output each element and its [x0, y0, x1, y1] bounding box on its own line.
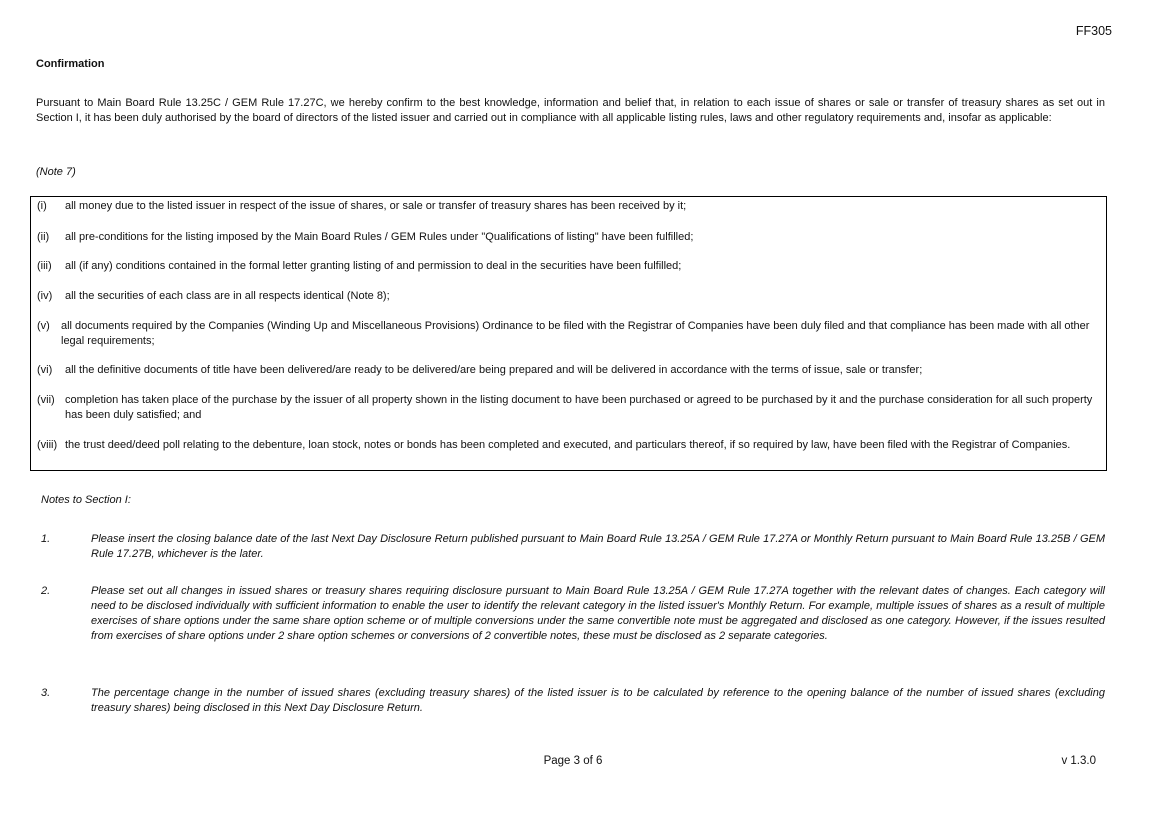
section-heading: Confirmation	[36, 58, 105, 70]
note-item	[41, 532, 1105, 562]
confirmation-number: (viii)	[37, 439, 58, 451]
note-number: 3.	[41, 687, 51, 699]
confirmation-item	[37, 230, 1097, 245]
confirmation-item	[37, 438, 1097, 453]
note-text: The percentage change in the number of issued shares (excluding treasury shares) of the listed issuer is to be calculated by reference to the opening balance of the number of issued shares (excluding treasury shares) being disclosed in this Next Day Disclosure Return.	[91, 687, 1105, 714]
note-text: Please set out all changes in issued shares or treasury shares requiring disclosure pursuant to Main Board Rule 13.25A / GEM Rule 17.27A together with the relevant dates of changes. Each category will need to be disclosed individually with sufficient information to enable the user to identify the relevant category in the listed issuer's Monthly Return. For example, multiple issues of shares as a result of multiple exercises of share options under the same share option scheme or of multiple conversions under the same convertible note must be aggregated and disclosed as one category. However, if the issues resulted from exercises of share options under 2 share option schemes or conversions of 2 convertible notes, these must be disclosed as 2 separate categories.	[91, 585, 1105, 642]
confirmation-item	[37, 259, 1097, 274]
confirmation-item	[37, 393, 1097, 423]
confirmation-item	[37, 199, 1097, 214]
page-number: Page 3 of 6	[543, 755, 603, 767]
confirmation-number: (i)	[37, 200, 47, 212]
version-label: v 1.3.0	[1061, 755, 1096, 767]
note-number: 2.	[41, 585, 51, 597]
confirmation-item	[37, 319, 1097, 349]
note-text: Please insert the closing balance date of the last Next Day Disclosure Return published pursuant to Main Board Rule 13.25A / GEM Rule 17.27A or Monthly Return pursuant to Main Board Rule 13.25B / GEM Rule 17.27B, whichever is the later.	[91, 533, 1105, 560]
confirmation-text: all (if any) conditions contained in the formal letter granting listing of and permission to deal in the securities have been fulfilled;	[65, 260, 682, 272]
note-item	[41, 584, 1105, 644]
confirmation-text: all documents required by the Companies (Winding Up and Miscellaneous Provisions) Ordinance to be filed with the Registrar of Companies have been duly filed and that compliance has been made with all other legal requirements;	[61, 320, 1090, 347]
confirmation-text: all the securities of each class are in all respects identical (Note 8);	[65, 290, 390, 302]
confirmation-number: (vii)	[37, 394, 55, 406]
form-code: FF305	[1075, 24, 1112, 38]
confirmation-text: the trust deed/deed poll relating to the debenture, loan stock, notes or bonds has been completed and executed, and particulars thereof, if so required by law, have been filed with the Registrar of Companies.	[65, 439, 1071, 451]
confirmation-text: all money due to the listed issuer in respect of the issue of shares, or sale or transfer of treasury shares has been received by it;	[65, 200, 687, 212]
confirmation-text: all the definitive documents of title have been delivered/are ready to be delivered/are being prepared and will be delivered in accordance with the terms of issue, sale or transfer;	[65, 364, 923, 376]
intro-paragraph: Pursuant to Main Board Rule 13.25C / GEM Rule 17.27C, we hereby confirm to the best knowledge, information and belief that, in relation to each issue of shares or sale or transfer of treasury shares as set out in Section I, it has been duly authorised by the board of directors of the listed issuer and carried out in compliance with all applicable listing rules, laws and other regulatory requirements and, insofar as applicable:	[36, 97, 1105, 124]
confirmation-box	[30, 196, 1107, 471]
confirmation-text: all pre-conditions for the listing imposed by the Main Board Rules / GEM Rules under "Qualifications of listing" have been fulfilled;	[65, 231, 694, 243]
note-item	[41, 686, 1105, 716]
confirmation-text: completion has taken place of the purchase by the issuer of all property shown in the listing document to have been purchased or agreed to be purchased by it and the purchase consideration for all such property has been duly satisfied; and	[65, 394, 1093, 421]
note-reference: (Note 7)	[36, 166, 76, 178]
confirmation-number: (iii)	[37, 260, 52, 272]
notes-title: Notes to Section I:	[41, 494, 131, 506]
confirmation-item	[37, 289, 1097, 304]
confirmation-item	[37, 363, 1097, 378]
confirmation-number: (iv)	[37, 290, 53, 302]
confirmation-number: (v)	[37, 320, 50, 332]
confirmation-number: (vi)	[37, 364, 53, 376]
note-number: 1.	[41, 533, 51, 545]
confirmation-number: (ii)	[37, 231, 50, 243]
